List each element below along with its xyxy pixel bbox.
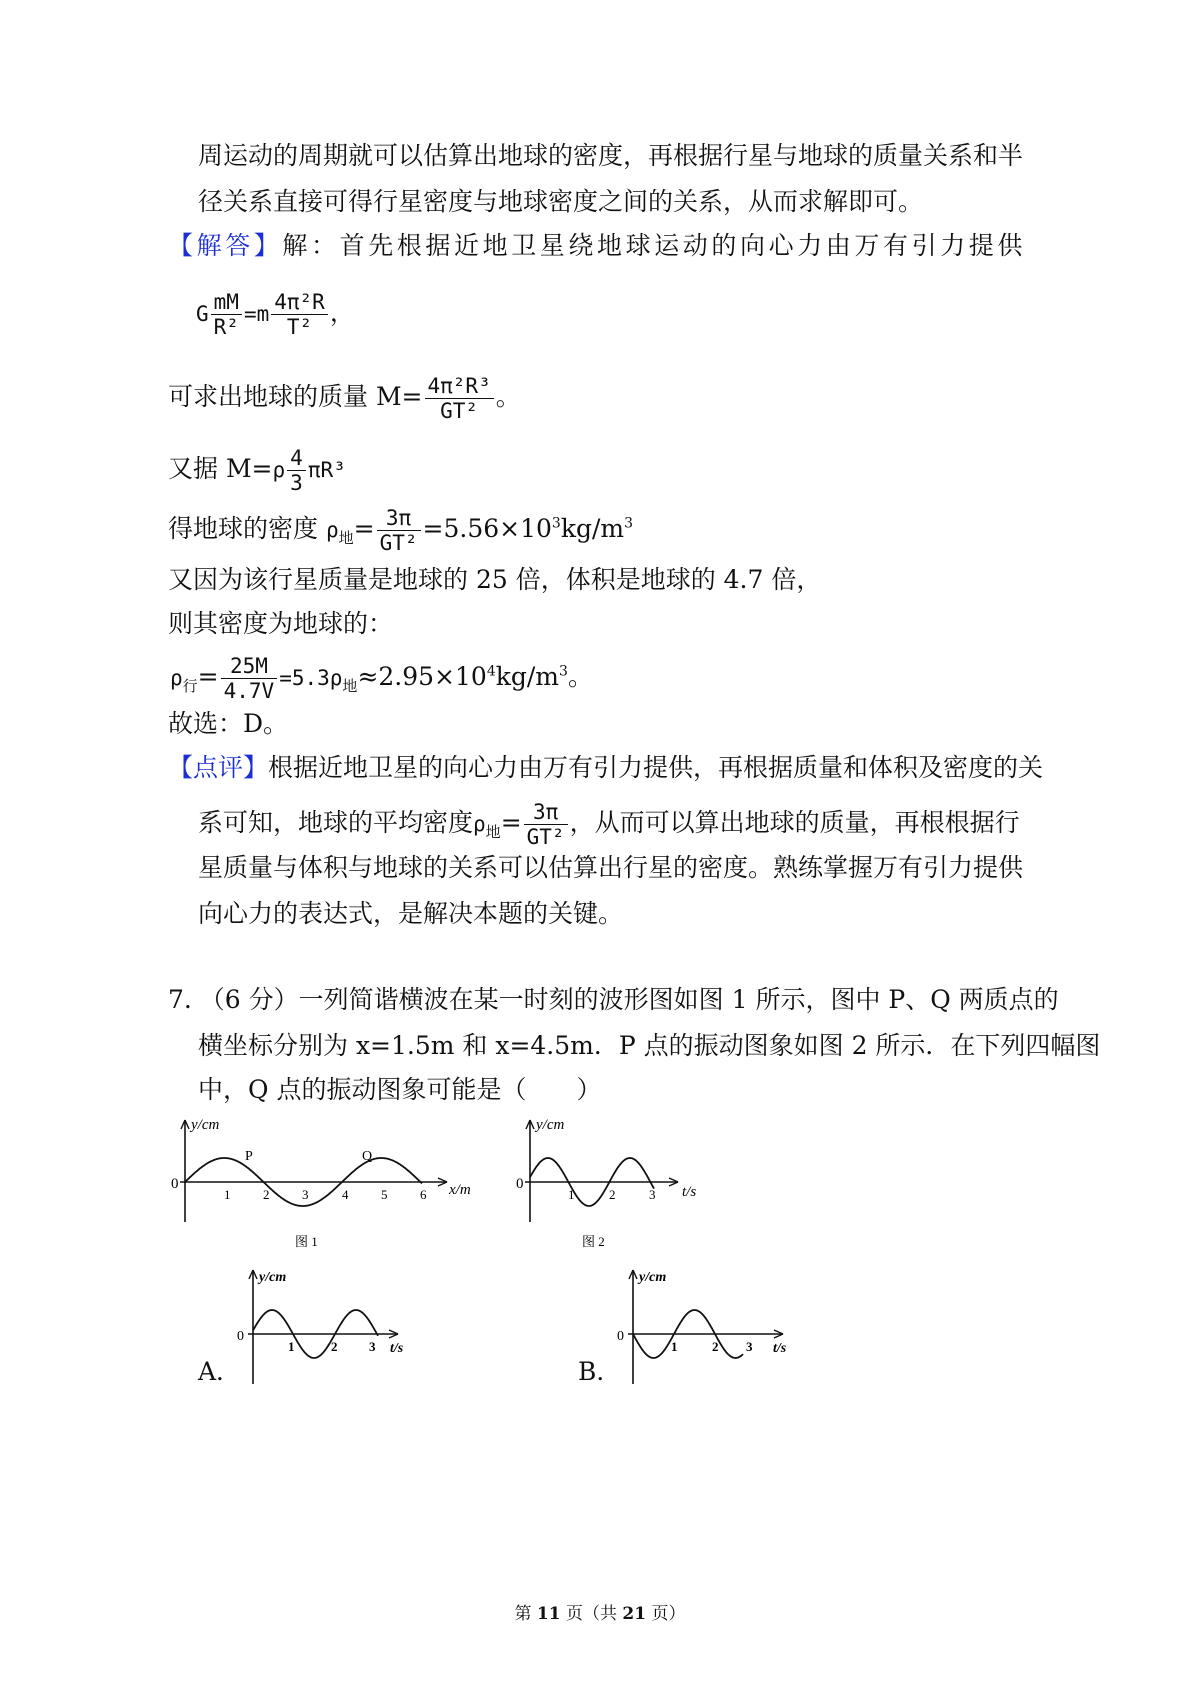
figA-tick-2: 2 — [331, 1339, 338, 1354]
figB-xlabel: t/s — [773, 1341, 787, 1356]
ratio-end: 。 — [567, 662, 593, 691]
q7-line-1: 7. （6 分）一列简谐横波在某一时刻的波形图如图 1 所示，图中 P、Q 两质点的 — [168, 985, 1059, 1014]
ratio-line: $\rho_行=$ $\frac{25M}{4.7V}$ $=5.3\rho_地\approx 2.95\times 10^4kg/m^3$。 — [170, 654, 593, 703]
review-text-1: 根据近地卫星的向心力由万有引力提供，再根据质量和体积及密度的关 — [268, 753, 1044, 782]
figA-tick-3: 3 — [369, 1339, 376, 1354]
line-2: 径关系直接可得行星密度与地球密度之间的关系，从而求解即可。 — [198, 187, 924, 216]
page-total: 21 — [622, 1604, 647, 1624]
fig2-xlabel: t/s — [682, 1184, 697, 1200]
fig1-tick-4: 4 — [342, 1187, 349, 1202]
line-1: 周运动的周期就可以估算出地球的密度，再根据行星与地球的质量关系和半 — [198, 141, 1024, 170]
fig1-point-p: P — [245, 1149, 253, 1164]
again-frac: $\frac{4}{3}$ — [287, 446, 306, 495]
again-tail: πR³ — [307, 458, 346, 482]
answer-line — [168, 230, 1026, 262]
figA-ylabel: y/cm — [259, 1270, 287, 1285]
rho-xing-sub: 行 — [182, 677, 198, 695]
review-sub: 地 — [485, 823, 501, 841]
fig1-origin: 0 — [171, 1176, 179, 1192]
density-sub: 地 — [338, 529, 354, 547]
review-line-3: 星质量与体积与地球的关系可以估算出行星的密度。熟练掌握万有引力提供 — [198, 853, 1024, 882]
fig1-tick-5: 5 — [381, 1187, 388, 1202]
fig1-tick-6: 6 — [420, 1187, 427, 1202]
figB-tick-2: 2 — [712, 1339, 719, 1354]
option-a-label[interactable]: A． — [198, 1357, 242, 1386]
review-tag: 【点评】 — [168, 753, 269, 782]
figA-xlabel: t/s — [390, 1341, 404, 1356]
fig2-ylabel: y/cm — [536, 1117, 565, 1133]
review-post: ，从而可以算出地球的质量，再根根据行 — [569, 808, 1020, 837]
option-a-graph[interactable] — [228, 1262, 428, 1392]
fig2-tick-1: 1 — [568, 1187, 575, 1202]
fig1-caption: 图 1 — [295, 1234, 318, 1249]
ratio-unit: kg/m — [495, 662, 560, 691]
then-line: 则其密度为地球的： — [168, 609, 394, 638]
option-b-graph[interactable] — [608, 1262, 808, 1392]
density-exp: 3 — [551, 515, 561, 532]
figB-origin: 0 — [617, 1329, 624, 1344]
mass-frac: $\frac{\text{4π²R³}}{\text{GT²}}$ — [425, 374, 494, 423]
figA-tick-1: 1 — [288, 1339, 295, 1354]
figure-2-vibration — [510, 1110, 720, 1250]
review-line-1 — [168, 752, 1043, 784]
mass-end: 。 — [495, 382, 521, 411]
mass-pre: 可求出地球的质量 M= — [168, 382, 423, 411]
choice-line: 故选：D。 — [168, 709, 289, 738]
review-pre: 系可知，地球的平均密度 — [198, 808, 474, 837]
answer-text: 解：首先根据近地卫星绕地球运动的向心力由万有引力提供 — [282, 231, 1027, 260]
figB-tick-3: 3 — [746, 1339, 753, 1354]
fig2-tick-2: 2 — [609, 1187, 616, 1202]
figA-origin: 0 — [237, 1329, 244, 1344]
again-line — [168, 446, 346, 495]
density-unit-exp: 3 — [624, 515, 634, 532]
fig1-point-q: Q — [362, 1149, 373, 1164]
rho-xing: ρ — [170, 666, 183, 690]
fig1-ylabel: y/cm — [191, 1117, 220, 1133]
fig2-caption: 图 2 — [582, 1234, 605, 1249]
q7-line-3: 中，Q 点的振动图象可能是（ ） — [198, 1075, 602, 1104]
again-rho: ρ — [272, 458, 286, 482]
again-pre: 又据 M= — [168, 454, 273, 483]
fig1-tick-3: 3 — [302, 1187, 309, 1202]
ratio-exp: 4 — [486, 663, 496, 680]
density-line: 得地球的密度 $\rho_地=$ $\frac{3\pi}{\text{GT²}}$ $=5.56\times 10^3kg/m^3$ — [168, 506, 634, 555]
fig2-origin: 0 — [516, 1176, 524, 1192]
page-footer: 第 11 页（共 21 页） — [514, 1604, 686, 1624]
figB-ylabel: y/cm — [639, 1270, 667, 1285]
density-frac: $\frac{3\pi}{\text{GT²}}$ — [377, 506, 421, 555]
density-pre: 得地球的密度 — [168, 514, 319, 543]
figB-tick-1: 1 — [671, 1339, 678, 1354]
density-unit: kg/m — [560, 514, 625, 543]
mass-ratio-line: 又因为该行星质量是地球的 25 倍，体积是地球的 4.7 倍， — [168, 565, 822, 594]
eq1-mid: =m — [243, 302, 270, 326]
answer-tag: 【解答】 — [168, 231, 283, 260]
ratio-unit-exp: 3 — [559, 663, 568, 680]
fig1-tick-2: 2 — [263, 1187, 270, 1202]
equation-1 — [196, 290, 355, 339]
review-frac: $\frac{3\pi}{\text{GT²}}$ — [524, 800, 568, 849]
fig1-xlabel: x/m — [449, 1182, 471, 1198]
ratio-frac: $\frac{25M}{4.7V}$ — [221, 654, 278, 703]
review-line-4: 向心力的表达式，是解决本题的关键。 — [198, 899, 624, 928]
q7-line-2: 横坐标分别为 x=1.5m 和 x=4.5m．P 点的振动图象如图 2 所示．在下列四幅图 — [198, 1031, 1101, 1060]
eq1-frac-1: $\frac{mM}{\text{R²}}$ — [211, 290, 242, 339]
fig1-tick-1: 1 — [224, 1187, 231, 1202]
review-line-2: 系可知，地球的平均密度$\rho_地=$ $\frac{3\pi}{\text{GT²}}$ ，从而可以算出地球的质量，再根根据行 — [198, 800, 1020, 849]
figure-1-wave — [165, 1110, 485, 1250]
eq1-end: ， — [329, 298, 355, 327]
page-number: 11 — [536, 1604, 561, 1624]
ratio-sub: 地 — [342, 677, 358, 695]
option-b-label[interactable]: B． — [578, 1357, 622, 1386]
mass-line — [168, 374, 521, 423]
density-val: =5.56×10 — [422, 514, 552, 543]
review-rho: ρ — [473, 812, 486, 836]
ratio-val: ≈2.95×10 — [357, 662, 487, 691]
eq1-g: G — [196, 302, 209, 326]
density-rho: ρ — [325, 518, 339, 542]
eq1-frac-2: $\frac{\text{4π²R}}{\text{T²}}$ — [271, 290, 328, 339]
fig2-tick-3: 3 — [649, 1187, 656, 1202]
ratio-mid: =5.3ρ — [279, 666, 343, 690]
